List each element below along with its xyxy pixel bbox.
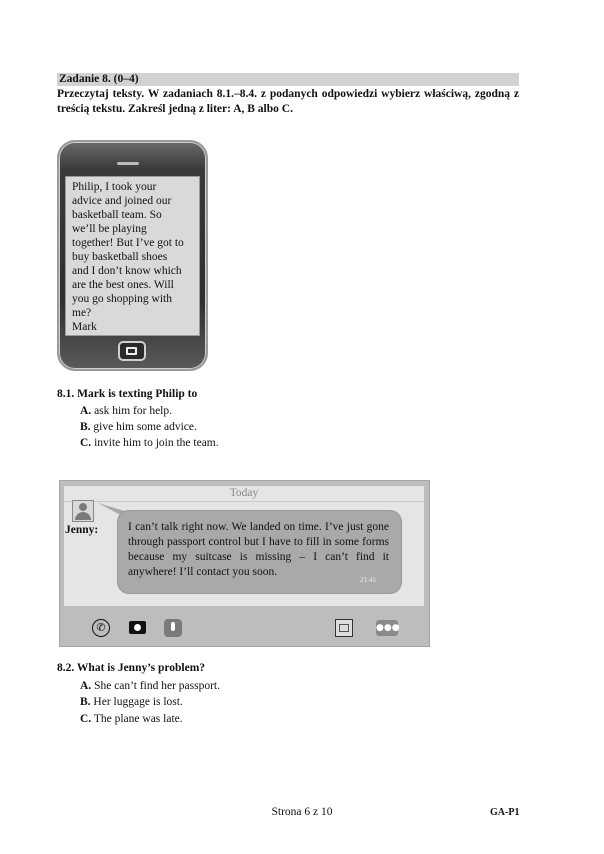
sms-message bbox=[65, 176, 200, 336]
chat-bubble: I can’t talk right now. We landed on time. I’ve just gone through passport control but I have to fill in some forms because my suitcase is missing – I can’t find it anywhere! I’ll contact you soon. bbox=[117, 510, 402, 594]
option-text: ask him for help. bbox=[91, 405, 172, 417]
exam-code: GA-P1 bbox=[490, 807, 520, 818]
sms-line: me? bbox=[72, 307, 92, 319]
option-letter: C. bbox=[80, 713, 92, 725]
task-header: Zadanie 8. (0–4) bbox=[57, 73, 519, 86]
option-letter: B. bbox=[80, 421, 91, 433]
answer-option-a[interactable] bbox=[80, 403, 172, 419]
chat-day-label: Today bbox=[229, 487, 259, 499]
message-timestamp: 21:45 bbox=[360, 576, 376, 584]
option-letter: A. bbox=[80, 405, 92, 417]
sms-line: basketball team. So bbox=[72, 209, 162, 221]
sms-signature: Mark bbox=[72, 321, 97, 333]
option-text: She can’t find her passport. bbox=[91, 680, 221, 692]
page-number: Strona 6 z 10 bbox=[271, 806, 333, 818]
microphone-glyph bbox=[171, 622, 175, 631]
option-text: give him some advice. bbox=[90, 421, 197, 433]
task-instruction: Przeczytaj teksty. W zadaniach 8.1.–8.4. z podanych odpowiedzi wybierz właściwą, zgodną z treścią tekstu. Zakreśl jedną z liter: A, B albo C. bbox=[57, 88, 519, 115]
option-letter: C. bbox=[80, 437, 92, 449]
sms-line: Philip, I took your bbox=[72, 181, 157, 193]
phone-icon[interactable]: ✆ bbox=[92, 619, 110, 637]
answer-option-c[interactable] bbox=[80, 435, 219, 451]
sms-line: advice and joined our bbox=[72, 195, 172, 207]
home-button-icon bbox=[126, 347, 137, 355]
question-8-2-title: 8.2. What is Jenny’s problem? bbox=[57, 662, 206, 674]
sms-line: buy basketball shoes bbox=[72, 251, 168, 263]
camera-lens bbox=[134, 624, 141, 631]
option-text: invite him to join the team. bbox=[91, 437, 219, 449]
sms-line: you go shopping with bbox=[72, 293, 172, 305]
answer-option-a[interactable] bbox=[80, 678, 220, 694]
image-glyph bbox=[339, 624, 349, 632]
chat-toolbar bbox=[64, 612, 424, 642]
answer-option-c[interactable] bbox=[80, 711, 183, 727]
avatar-icon bbox=[79, 503, 87, 511]
sms-line: and I don’t know which bbox=[72, 265, 182, 277]
answer-option-b[interactable] bbox=[80, 694, 183, 710]
sms-line: we’ll be playing bbox=[72, 223, 147, 235]
option-text: The plane was late. bbox=[91, 713, 183, 725]
sms-line: together! But I’ve got to bbox=[72, 237, 184, 249]
phone-speaker bbox=[117, 162, 139, 165]
answer-option-b[interactable] bbox=[80, 419, 197, 435]
option-letter: A. bbox=[80, 680, 92, 692]
group-icon[interactable]: ●●● bbox=[376, 620, 398, 636]
sms-line: are the best ones. Will bbox=[72, 279, 174, 291]
sender-name: Jenny: bbox=[65, 524, 99, 536]
option-letter: B. bbox=[80, 696, 91, 708]
option-text: Her luggage is lost. bbox=[90, 696, 183, 708]
question-8-1-title: 8.1. Mark is texting Philip to bbox=[57, 388, 198, 400]
